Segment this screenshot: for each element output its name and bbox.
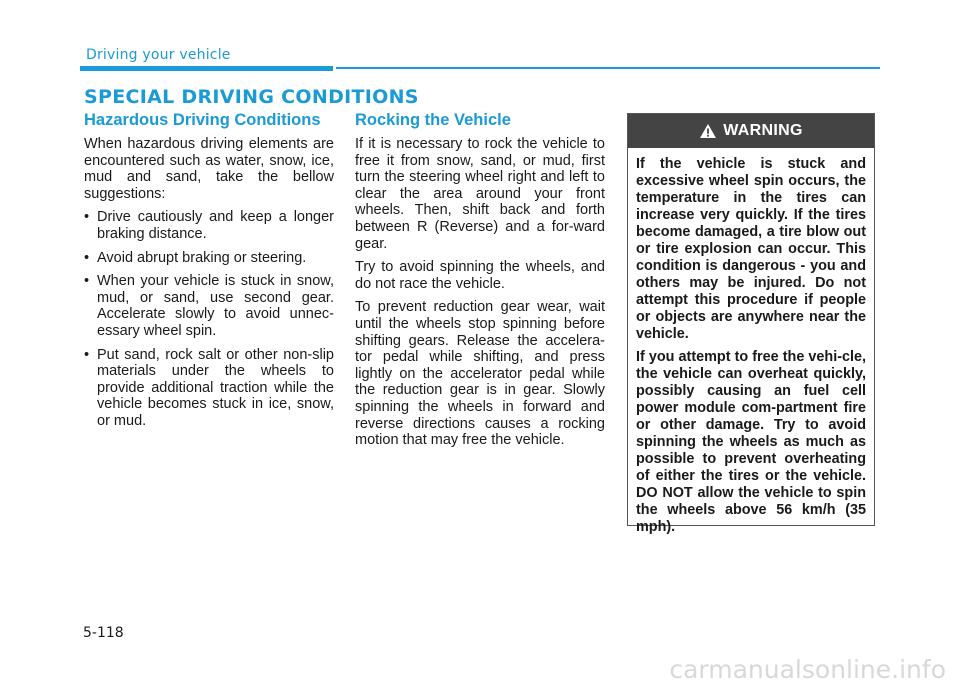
warning-title: WARNING	[723, 122, 803, 139]
list-item: • Avoid abrupt braking or steering.	[84, 249, 307, 266]
hazardous-column	[84, 110, 334, 437]
rocking-paragraph: To prevent reduction gear wear, wait until the wheels stop spinning before shifting gears. Release the accelera-tor pedal while shifting, and press lightly on the accelerator pedal while the reduction gear is in gear. Slowly spinning the wheels in forward and reverse directions causes a rocking motion that may free the vehicle.	[355, 299, 605, 449]
hazardous-bullet-list	[84, 209, 334, 429]
bullet-icon: •	[84, 249, 90, 266]
rocking-heading: Rocking the Vehicle	[355, 111, 511, 129]
warning-box	[627, 113, 875, 535]
running-header: Driving your vehicle	[86, 47, 231, 63]
header-rule-thick	[80, 66, 333, 71]
rocking-paragraph: Try to avoid spinning the wheels, and do not race the vehicle.	[355, 259, 605, 292]
rocking-paragraph: If it is necessary to rock the vehicle to free it from snow, sand, or mud, first turn the steering wheel right and left to clear the area around your front wheels. Then, shift back and forth between R (Reverse) and a for-ward gear.	[355, 136, 605, 252]
watermark: carmanualsonline.info	[669, 655, 946, 684]
warning-header	[628, 114, 874, 148]
hazardous-heading: Hazardous Driving Conditions	[84, 111, 321, 129]
bullet-icon: •	[84, 209, 90, 226]
hazardous-intro: When hazardous driving elements are encountered such as water, snow, ice, mud and sand, take the bellow suggestions:	[84, 136, 334, 202]
rocking-column	[355, 110, 605, 456]
header-rule-thin	[336, 67, 880, 69]
list-item: • Put sand, rock salt or other non-slip materials under the wheels to provide additional traction while the vehicle becomes stuck in ice, snow, or mud.	[84, 346, 334, 429]
warning-triangle-icon	[699, 123, 717, 139]
list-item: • When your vehicle is stuck in snow, mud, or sand, use second gear. Accelerate slowly to avoid unnec-essary wheel spin.	[84, 273, 334, 339]
bullet-icon: •	[84, 346, 90, 363]
section-title: SPECIAL DRIVING CONDITIONS	[84, 86, 419, 108]
bullet-icon: •	[84, 273, 90, 290]
list-item: • Drive cautiously and keep a longer braking distance.	[84, 209, 334, 242]
warning-paragraph: If you attempt to free the vehi-cle, the vehicle can overheat quickly, possibly causing an fuel cell power module com-partment fire or other damage. Try to avoid spinning the wheels as much as possible to prevent overheating of either the tires or the vehicle. DO NOT allow the vehicle to spin the wheels above 56 km/h (35 mph).	[636, 349, 866, 535]
page-number: 5-118	[83, 625, 124, 641]
warning-paragraph: If the vehicle is stuck and excessive wheel spin occurs, the temperature in the tires can increase very quickly. If the tires become damaged, a tire blow out or tire explosion can occur. This condition is dangerous - you and others may be injured. Do not attempt this procedure if people or objects are anywhere near the vehicle.	[636, 156, 866, 342]
warning-body	[628, 148, 874, 536]
